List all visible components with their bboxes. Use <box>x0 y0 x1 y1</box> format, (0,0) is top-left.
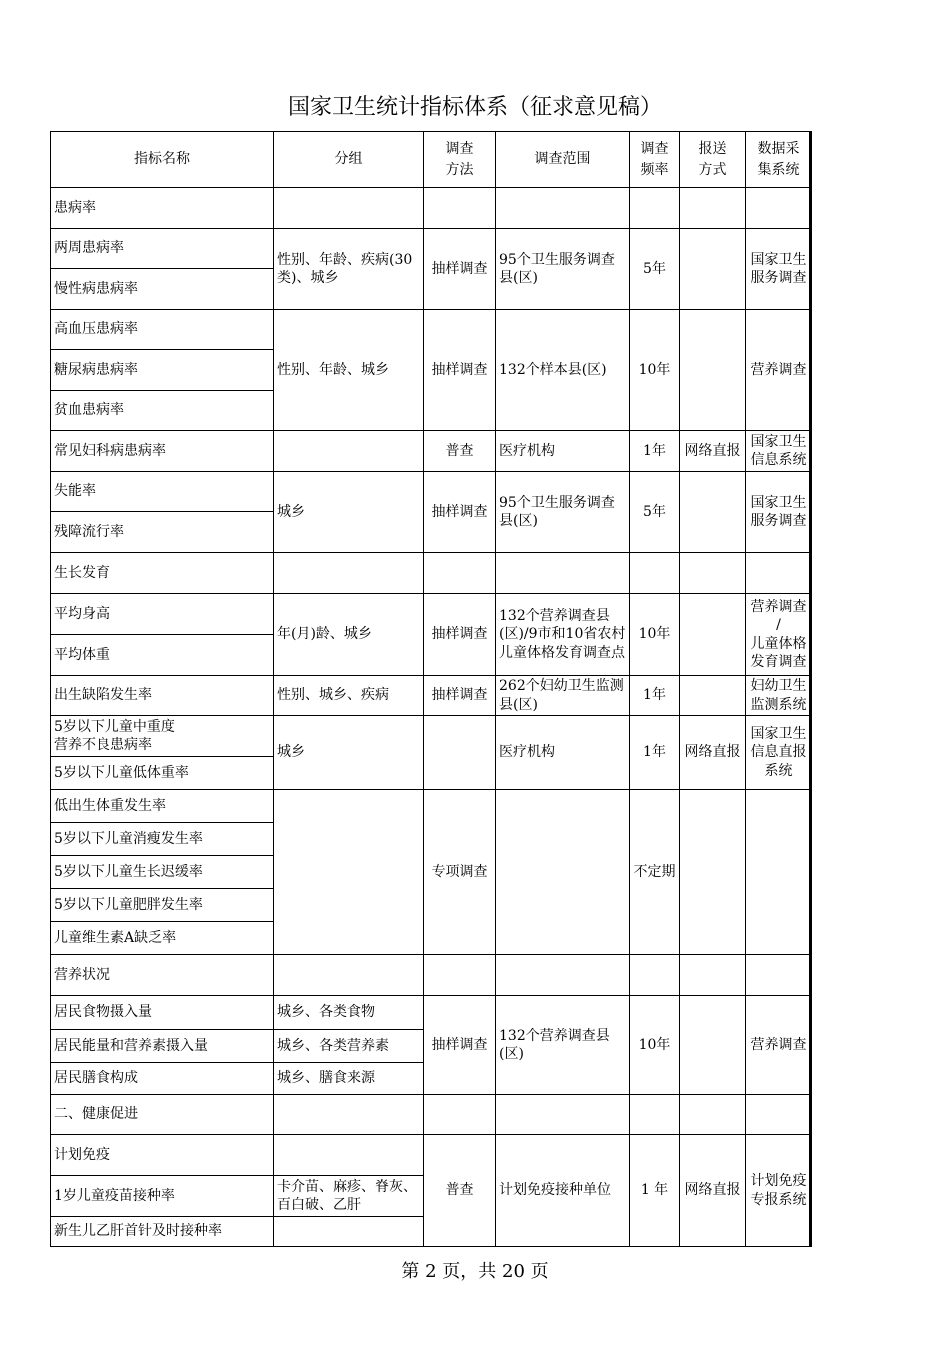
system-cell <box>746 310 812 431</box>
report-cell <box>680 676 746 716</box>
method-cell: 专项调查 <box>424 790 496 955</box>
scope-cell: 132个营养调查县(区)/9市和10省农村儿童体格发育调查点 <box>496 594 630 676</box>
table-row <box>51 553 812 594</box>
table-row <box>51 472 812 512</box>
report-cell <box>680 996 746 1095</box>
table-row <box>51 1095 812 1135</box>
table-row <box>51 955 812 996</box>
empty-cell <box>496 553 630 594</box>
report-cell: 网络直报 <box>680 1135 746 1247</box>
table-row <box>51 996 812 1030</box>
group-cell: 城乡、各类食物 <box>274 996 424 1030</box>
header-frequency <box>630 132 680 188</box>
indicator-name: 5岁以下儿童生长迟缓率 <box>51 856 274 889</box>
empty-cell <box>746 1095 812 1135</box>
method-cell: 普查 <box>424 1135 496 1247</box>
report-cell <box>680 310 746 431</box>
empty-cell <box>746 553 812 594</box>
empty-cell <box>274 1095 424 1135</box>
frequency-cell: 不定期 <box>630 790 680 955</box>
system-cell <box>746 716 812 790</box>
system-text: 营养调查 <box>750 361 807 378</box>
indicator-name: 5岁以下儿童消瘦发生率 <box>51 823 274 856</box>
group-cell: 城乡 <box>274 472 424 553</box>
indicator-name <box>51 716 274 757</box>
page-title: 国家卫生统计指标体系（征求意见稿） <box>287 95 662 120</box>
group-cell: 城乡、各类营养素 <box>274 1030 424 1063</box>
table-row <box>51 229 812 269</box>
page-number: 第 2 页，共 20 页 <box>401 1261 549 1282</box>
group-cell: 年(月)龄、城乡 <box>274 594 424 676</box>
indicator-name: 居民能量和营养素摄入量 <box>51 1030 274 1063</box>
empty-cell <box>630 1095 680 1135</box>
scope-cell: 医疗机构 <box>496 716 630 790</box>
system-cell <box>746 996 812 1095</box>
group-cell <box>274 431 424 472</box>
system-text: 计划免疫专报系统 <box>750 1173 807 1208</box>
empty-cell <box>424 188 496 229</box>
header-row <box>51 132 812 188</box>
system-text: 国家卫生信息直报系统 <box>750 726 807 779</box>
indicator-name: 贫血患病率 <box>51 391 274 431</box>
group-cell <box>274 1217 424 1247</box>
header-report-text: 报送方式 <box>698 141 727 178</box>
empty-cell <box>746 188 812 229</box>
group-cell <box>274 790 424 955</box>
system-text: 儿童体格发育调查 <box>750 635 807 670</box>
indicator-name: 两周患病率 <box>51 229 274 269</box>
table-row <box>51 1135 812 1176</box>
empty-cell <box>274 955 424 996</box>
indicator-category: 计划免疫 <box>51 1135 274 1176</box>
indicator-name: 平均体重 <box>51 635 274 676</box>
empty-cell <box>680 1095 746 1135</box>
system-separator: / <box>776 617 781 634</box>
system-cell <box>746 1135 812 1247</box>
indicator-name: 慢性病患病率 <box>51 269 274 310</box>
frequency-cell: 1年 <box>630 431 680 472</box>
empty-cell <box>496 955 630 996</box>
group-cell: 性别、年龄、城乡 <box>274 310 424 431</box>
scope-cell: 132个样本县(区) <box>496 310 630 431</box>
header-indicator-name: 指标名称 <box>51 132 274 188</box>
empty-cell <box>424 1095 496 1135</box>
method-cell <box>424 716 496 790</box>
empty-cell <box>680 955 746 996</box>
group-cell <box>274 1135 424 1176</box>
scope-cell: 132个营养调查县(区) <box>496 996 630 1095</box>
table-row <box>51 188 812 229</box>
frequency-cell: 5年 <box>630 472 680 553</box>
empty-cell <box>274 188 424 229</box>
empty-cell <box>424 955 496 996</box>
empty-cell <box>630 188 680 229</box>
system-text: 国家卫生服务调查 <box>750 251 807 286</box>
report-cell <box>680 594 746 676</box>
scope-cell <box>496 790 630 955</box>
indicator-category: 失能率 <box>51 472 274 512</box>
header-scope: 调查范围 <box>496 132 630 188</box>
header-frequency-text: 调查频率 <box>640 141 669 178</box>
table-row <box>51 790 812 823</box>
indicator-category: 二、健康促进 <box>51 1095 274 1135</box>
indicator-name-text: 5岁以下儿童中重度营养不良患病率 <box>54 718 175 753</box>
table-row <box>51 594 812 635</box>
frequency-cell: 1年 <box>630 676 680 716</box>
indicator-category: 残障流行率 <box>51 512 274 553</box>
indicator-name: 儿童维生素A缺乏率 <box>51 922 274 955</box>
header-report <box>680 132 746 188</box>
empty-cell <box>274 553 424 594</box>
report-cell <box>680 790 746 955</box>
empty-cell <box>680 553 746 594</box>
frequency-cell: 10年 <box>630 594 680 676</box>
empty-cell <box>496 1095 630 1135</box>
table-row <box>51 676 812 716</box>
empty-cell <box>630 553 680 594</box>
group-cell: 性别、城乡、疾病 <box>274 676 424 716</box>
indicator-name: 5岁以下儿童低体重率 <box>51 757 274 790</box>
system-text: 妇幼卫生监测系统 <box>750 678 807 713</box>
header-method-text: 调查方法 <box>445 141 474 178</box>
group-cell: 城乡、膳食来源 <box>274 1063 424 1095</box>
header-system-text: 数据采集系统 <box>757 141 800 178</box>
scope-cell: 医疗机构 <box>496 431 630 472</box>
frequency-cell: 5年 <box>630 229 680 310</box>
frequency-cell: 10年 <box>630 310 680 431</box>
scope-cell: 计划免疫接种单位 <box>496 1135 630 1247</box>
system-cell <box>746 472 812 553</box>
indicator-name: 糖尿病患病率 <box>51 350 274 391</box>
header-group: 分组 <box>274 132 424 188</box>
indicator-category: 营养状况 <box>51 955 274 996</box>
indicator-name: 平均身高 <box>51 594 274 635</box>
method-cell: 抽样调查 <box>424 594 496 676</box>
indicator-name: 低出生体重发生率 <box>51 790 274 823</box>
system-cell <box>746 431 812 472</box>
frequency-cell: 1 年 <box>630 1135 680 1247</box>
group-cell: 卡介苗、麻疹、脊灰、百白破、乙肝 <box>274 1176 424 1217</box>
scope-cell: 95个卫生服务调查县(区) <box>496 472 630 553</box>
header-system <box>746 132 812 188</box>
table-row <box>51 716 812 757</box>
frequency-cell: 10年 <box>630 996 680 1095</box>
indicator-name: 高血压患病率 <box>51 310 274 350</box>
method-cell: 抽样调查 <box>424 229 496 310</box>
indicator-name: 新生儿乙肝首针及时接种率 <box>51 1217 274 1247</box>
indicator-category: 生长发育 <box>51 553 274 594</box>
empty-cell <box>424 553 496 594</box>
table-row <box>51 310 812 350</box>
scope-cell: 262个妇幼卫生监测县(区) <box>496 676 630 716</box>
empty-cell <box>680 188 746 229</box>
indicator-name: 1岁儿童疫苗接种率 <box>51 1176 274 1217</box>
frequency-cell: 1年 <box>630 716 680 790</box>
group-cell: 城乡 <box>274 716 424 790</box>
table-row <box>51 431 812 472</box>
indicator-category: 患病率 <box>51 188 274 229</box>
report-cell <box>680 229 746 310</box>
header-method <box>424 132 496 188</box>
system-cell <box>746 676 812 716</box>
group-cell: 性别、年龄、疾病(30类)、城乡 <box>274 229 424 310</box>
indicator-name: 常见妇科病患病率 <box>51 431 274 472</box>
method-cell: 抽样调查 <box>424 996 496 1095</box>
method-cell: 抽样调查 <box>424 310 496 431</box>
system-cell <box>746 229 812 310</box>
report-cell: 网络直报 <box>680 716 746 790</box>
indicator-table <box>50 131 812 1247</box>
method-cell: 普查 <box>424 431 496 472</box>
system-text: 营养调查 <box>750 599 807 616</box>
method-cell: 抽样调查 <box>424 676 496 716</box>
system-cell <box>746 790 812 955</box>
system-text: 国家卫生信息系统 <box>750 433 807 468</box>
empty-cell <box>746 955 812 996</box>
indicator-name: 出生缺陷发生率 <box>51 676 274 716</box>
empty-cell <box>630 955 680 996</box>
report-cell <box>680 472 746 553</box>
empty-cell <box>496 188 630 229</box>
system-text: 营养调查 <box>750 1036 807 1053</box>
system-text: 国家卫生服务调查 <box>750 494 807 529</box>
indicator-name: 居民膳食构成 <box>51 1063 274 1095</box>
system-cell <box>746 594 812 676</box>
table-right-border <box>809 131 812 1246</box>
indicator-name: 5岁以下儿童肥胖发生率 <box>51 889 274 922</box>
scope-cell: 95个卫生服务调查县(区) <box>496 229 630 310</box>
report-cell: 网络直报 <box>680 431 746 472</box>
method-cell: 抽样调查 <box>424 472 496 553</box>
indicator-name: 居民食物摄入量 <box>51 996 274 1030</box>
